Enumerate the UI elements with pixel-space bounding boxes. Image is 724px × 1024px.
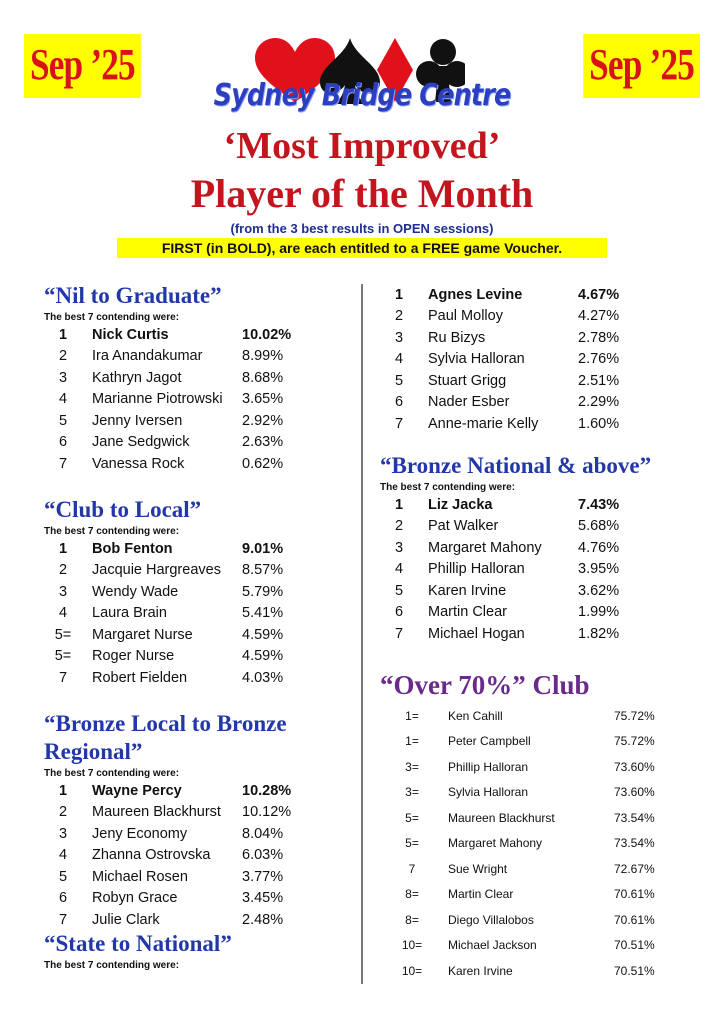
rank-cell: 3 bbox=[58, 369, 68, 386]
rank-cell: 7 bbox=[58, 669, 68, 686]
name-cell: Margaret Nurse bbox=[92, 626, 193, 643]
name-cell: Margaret Mahony bbox=[428, 539, 542, 556]
percent-cell: 5.41% bbox=[242, 605, 284, 622]
name-cell: Martin Clear bbox=[448, 887, 514, 902]
name-cell: Agnes Levine bbox=[428, 286, 523, 303]
ranking-row bbox=[380, 327, 648, 349]
ranking-table bbox=[44, 538, 312, 689]
rank-cell: 6 bbox=[394, 394, 404, 411]
name-cell: Michael Jackson bbox=[448, 938, 537, 953]
name-cell: Vanessa Rock bbox=[92, 455, 185, 472]
name-cell: Margaret Mahony bbox=[448, 836, 543, 851]
rank-cell: 8= bbox=[405, 912, 419, 927]
percent-cell: 1.99% bbox=[578, 604, 620, 621]
percent-cell: 4.67% bbox=[578, 286, 620, 303]
ranking-row bbox=[44, 432, 312, 454]
section-bronze-local-to-regional bbox=[44, 710, 312, 931]
rank-cell: 2 bbox=[394, 308, 404, 325]
rank-cell: 6 bbox=[394, 604, 404, 621]
ranking-row bbox=[386, 780, 674, 806]
name-cell: Karen Irvine bbox=[448, 963, 513, 978]
ranking-row bbox=[44, 324, 312, 346]
rank-cell: 1 bbox=[394, 496, 404, 513]
percent-cell: 73.60% bbox=[614, 759, 655, 774]
name-cell: Jane Sedgwick bbox=[92, 434, 190, 451]
name-cell: Michael Hogan bbox=[428, 625, 525, 642]
ranking-row bbox=[44, 367, 312, 389]
name-cell: Karen Irvine bbox=[428, 582, 507, 599]
ranking-row bbox=[44, 389, 312, 411]
name-cell: Jeny Economy bbox=[92, 825, 188, 842]
name-cell: Maureen Blackhurst bbox=[448, 810, 555, 825]
contending-label: The best 7 contending were: bbox=[380, 482, 516, 493]
ranking-table bbox=[44, 780, 312, 931]
name-cell: Diego Villalobos bbox=[448, 912, 534, 927]
rank-cell: 1= bbox=[405, 734, 419, 749]
percent-cell: 1.82% bbox=[578, 625, 620, 642]
rank-cell: 5= bbox=[405, 810, 419, 825]
ranking-row bbox=[44, 866, 312, 888]
ranking-row bbox=[386, 958, 674, 984]
rank-cell: 4 bbox=[394, 561, 404, 578]
section-state-to-national-heading bbox=[44, 930, 232, 971]
percent-cell: 3.65% bbox=[242, 391, 284, 408]
name-cell: Paul Molloy bbox=[428, 308, 503, 325]
name-cell: Ken Cahill bbox=[448, 708, 503, 723]
ranking-row bbox=[386, 831, 674, 857]
name-cell: Wendy Wade bbox=[92, 583, 179, 600]
rank-cell: 5= bbox=[54, 626, 72, 643]
percent-cell: 2.92% bbox=[242, 412, 284, 429]
name-cell: Roger Nurse bbox=[92, 648, 175, 665]
month-badge-right: Sep ’25 bbox=[583, 34, 700, 98]
name-cell: Zhanna Ostrovska bbox=[92, 847, 211, 864]
rank-cell: 1 bbox=[58, 540, 68, 557]
column-divider bbox=[361, 284, 363, 984]
percent-cell: 10.28% bbox=[242, 782, 292, 799]
percent-cell: 4.76% bbox=[578, 539, 620, 556]
section-nil-to-graduate bbox=[44, 282, 312, 475]
rank-cell: 4 bbox=[394, 351, 404, 368]
percent-cell: 2.78% bbox=[578, 329, 620, 346]
rank-cell: 3 bbox=[58, 825, 68, 842]
ranking-row bbox=[44, 560, 312, 582]
rank-cell: 2 bbox=[58, 562, 68, 579]
name-cell: Jenny Iversen bbox=[92, 412, 183, 429]
rank-cell: 10= bbox=[401, 938, 423, 953]
percent-cell: 2.48% bbox=[242, 911, 284, 928]
name-cell: Ru Bizys bbox=[428, 329, 486, 346]
ranking-row bbox=[44, 646, 312, 668]
percent-cell: 8.04% bbox=[242, 825, 284, 842]
percent-cell: 70.51% bbox=[614, 963, 655, 978]
rank-cell: 5 bbox=[58, 868, 68, 885]
ranking-row bbox=[44, 667, 312, 689]
section-title: “State to National” bbox=[44, 931, 232, 956]
ranking-row bbox=[380, 413, 648, 435]
over-70-table bbox=[386, 703, 674, 984]
ranking-row bbox=[44, 538, 312, 560]
percent-cell: 0.62% bbox=[242, 455, 284, 472]
percent-cell: 2.76% bbox=[578, 351, 620, 368]
contending-label: The best 7 contending were: bbox=[44, 768, 180, 779]
percent-cell: 3.95% bbox=[578, 561, 620, 578]
percent-cell: 3.77% bbox=[242, 868, 284, 885]
section-title: “Club to Local” bbox=[44, 497, 202, 522]
ranking-table bbox=[380, 494, 648, 645]
ranking-row bbox=[386, 882, 674, 908]
rank-cell: 4 bbox=[58, 391, 68, 408]
rank-cell: 7 bbox=[394, 625, 404, 642]
ranking-row bbox=[44, 603, 312, 625]
name-cell: Nader Esber bbox=[428, 394, 510, 411]
rank-cell: 7 bbox=[58, 911, 68, 928]
name-cell: Maureen Blackhurst bbox=[92, 804, 221, 821]
rank-cell: 3= bbox=[405, 759, 419, 774]
name-cell: Pat Walker bbox=[428, 518, 499, 535]
subtitle: (from the 3 best results in OPEN sessions) bbox=[230, 221, 494, 236]
section-state-to-national-rows bbox=[380, 283, 648, 435]
ranking-row bbox=[386, 703, 674, 729]
name-cell: Ira Anandakumar bbox=[92, 348, 203, 365]
contending-label: The best 7 contending were: bbox=[44, 312, 180, 323]
rank-cell: 4 bbox=[58, 847, 68, 864]
name-cell: Marianne Piotrowski bbox=[92, 391, 223, 408]
ranking-row bbox=[380, 370, 648, 392]
name-cell: Liz Jacka bbox=[428, 496, 493, 513]
percent-cell: 75.72% bbox=[614, 734, 655, 749]
ranking-row bbox=[44, 802, 312, 824]
ranking-row bbox=[380, 284, 648, 306]
section-bronze-national bbox=[380, 452, 651, 645]
percent-cell: 2.51% bbox=[578, 372, 620, 389]
percent-cell: 10.12% bbox=[242, 804, 292, 821]
rank-cell: 5 bbox=[394, 372, 404, 389]
ranking-row bbox=[44, 780, 312, 802]
percent-cell: 3.45% bbox=[242, 890, 284, 907]
ranking-row bbox=[44, 453, 312, 475]
ranking-row bbox=[380, 623, 648, 645]
ranking-row bbox=[44, 823, 312, 845]
rank-cell: 1 bbox=[58, 326, 68, 343]
section-title: “Bronze National & above” bbox=[380, 453, 652, 478]
ranking-row bbox=[380, 537, 648, 559]
percent-cell: 8.99% bbox=[242, 348, 284, 365]
percent-cell: 2.63% bbox=[242, 434, 284, 451]
percent-cell: 4.27% bbox=[578, 308, 620, 325]
contending-label: The best 7 contending were: bbox=[44, 960, 180, 971]
rank-cell: 1 bbox=[58, 782, 68, 799]
ranking-row bbox=[380, 580, 648, 602]
ranking-row bbox=[380, 306, 648, 328]
ranking-row bbox=[44, 909, 312, 931]
section-title-line2: Regional” bbox=[44, 739, 143, 764]
percent-cell: 10.02% bbox=[242, 326, 292, 343]
percent-cell: 70.61% bbox=[614, 887, 655, 902]
ranking-row bbox=[380, 349, 648, 371]
rank-cell: 5 bbox=[394, 582, 404, 599]
name-cell: Jacquie Hargreaves bbox=[92, 562, 221, 579]
rank-cell: 3 bbox=[58, 583, 68, 600]
ranking-row bbox=[44, 410, 312, 432]
ranking-table bbox=[380, 284, 648, 435]
percent-cell: 73.54% bbox=[614, 836, 655, 851]
title-player-of-month: Player of the Month bbox=[190, 171, 534, 216]
percent-cell: 5.68% bbox=[578, 518, 620, 535]
ranking-row bbox=[380, 559, 648, 581]
percent-cell: 2.29% bbox=[578, 394, 620, 411]
percent-cell: 9.01% bbox=[242, 540, 284, 557]
name-cell: Robert Fielden bbox=[92, 669, 188, 686]
name-cell: Julie Clark bbox=[92, 911, 160, 928]
name-cell: Michael Rosen bbox=[92, 868, 188, 885]
percent-cell: 3.62% bbox=[578, 582, 620, 599]
name-cell: Robyn Grace bbox=[92, 890, 178, 907]
percent-cell: 5.79% bbox=[242, 583, 284, 600]
rank-cell: 3 bbox=[394, 329, 404, 346]
ranking-row bbox=[386, 907, 674, 933]
ranking-row bbox=[380, 494, 648, 516]
name-cell: Anne-marie Kelly bbox=[428, 415, 539, 432]
rank-cell: 1 bbox=[394, 286, 404, 303]
name-cell: Phillip Halloran bbox=[448, 759, 529, 774]
rank-cell: 7 bbox=[394, 415, 404, 432]
name-cell: Phillip Halloran bbox=[428, 561, 525, 578]
ranking-row bbox=[386, 729, 674, 755]
rank-cell: 4 bbox=[58, 605, 68, 622]
ranking-table bbox=[44, 324, 312, 475]
brand-name: Sydney Bridge Centre bbox=[213, 78, 511, 113]
section-club-to-local bbox=[44, 496, 312, 689]
ranking-row bbox=[380, 516, 648, 538]
percent-cell: 8.68% bbox=[242, 369, 284, 386]
rank-cell: 6 bbox=[58, 890, 68, 907]
rank-cell: 5= bbox=[54, 648, 72, 665]
ranking-row bbox=[386, 856, 674, 882]
rank-cell: 8= bbox=[405, 887, 419, 902]
section-title-line1: “Bronze Local to Bronze bbox=[44, 711, 287, 736]
percent-cell: 6.03% bbox=[242, 847, 284, 864]
percent-cell: 1.60% bbox=[578, 415, 620, 432]
name-cell: Sylvia Halloran bbox=[448, 785, 529, 800]
ranking-row bbox=[386, 805, 674, 831]
rank-cell: 3 bbox=[394, 539, 404, 556]
name-cell: Martin Clear bbox=[428, 604, 507, 621]
ranking-row bbox=[44, 581, 312, 603]
name-cell: Stuart Grigg bbox=[428, 372, 507, 389]
rank-cell: 6 bbox=[58, 434, 68, 451]
ranking-row bbox=[386, 933, 674, 959]
name-cell: Laura Brain bbox=[92, 605, 167, 622]
ranking-row bbox=[386, 754, 674, 780]
percent-cell: 70.61% bbox=[614, 912, 655, 927]
contending-label: The best 7 contending were: bbox=[44, 526, 180, 537]
percent-cell: 72.67% bbox=[614, 861, 655, 876]
rank-cell: 2 bbox=[58, 348, 68, 365]
month-badge-left: Sep ’25 bbox=[24, 34, 141, 98]
ranking-row bbox=[44, 624, 312, 646]
rank-cell: 7 bbox=[408, 861, 416, 876]
ranking-row bbox=[380, 392, 648, 414]
name-cell: Sue Wright bbox=[448, 861, 508, 876]
percent-cell: 4.03% bbox=[242, 669, 284, 686]
percent-cell: 8.57% bbox=[242, 562, 284, 579]
section-title: “Nil to Graduate” bbox=[44, 283, 222, 308]
rank-cell: 5 bbox=[58, 412, 68, 429]
percent-cell: 75.72% bbox=[614, 708, 655, 723]
name-cell: Nick Curtis bbox=[92, 326, 169, 343]
ranking-row bbox=[44, 845, 312, 867]
percent-cell: 7.43% bbox=[578, 496, 620, 513]
rank-cell: 2 bbox=[394, 518, 404, 535]
percent-cell: 70.51% bbox=[614, 938, 655, 953]
ranking-row bbox=[380, 602, 648, 624]
name-cell: Wayne Percy bbox=[92, 782, 182, 799]
name-cell: Sylvia Halloran bbox=[428, 351, 525, 368]
over-70-title: “Over 70%” Club bbox=[380, 670, 590, 700]
name-cell: Peter Campbell bbox=[448, 734, 531, 749]
rank-cell: 2 bbox=[58, 804, 68, 821]
name-cell: Kathryn Jagot bbox=[92, 369, 182, 386]
ranking-row bbox=[44, 346, 312, 368]
name-cell: Bob Fenton bbox=[92, 540, 173, 557]
rank-cell: 5= bbox=[405, 836, 419, 851]
rank-cell: 7 bbox=[58, 455, 68, 472]
percent-cell: 73.60% bbox=[614, 785, 655, 800]
title-most-improved: ‘Most Improved’ bbox=[223, 125, 501, 167]
rank-cell: 1= bbox=[405, 708, 419, 723]
percent-cell: 4.59% bbox=[242, 626, 284, 643]
rank-cell: 3= bbox=[405, 785, 419, 800]
voucher-note: FIRST (in BOLD), are each entitled to a FREE game Voucher. bbox=[117, 238, 607, 258]
percent-cell: 4.59% bbox=[242, 648, 284, 665]
percent-cell: 73.54% bbox=[614, 810, 655, 825]
ranking-row bbox=[44, 888, 312, 910]
rank-cell: 10= bbox=[401, 963, 423, 978]
